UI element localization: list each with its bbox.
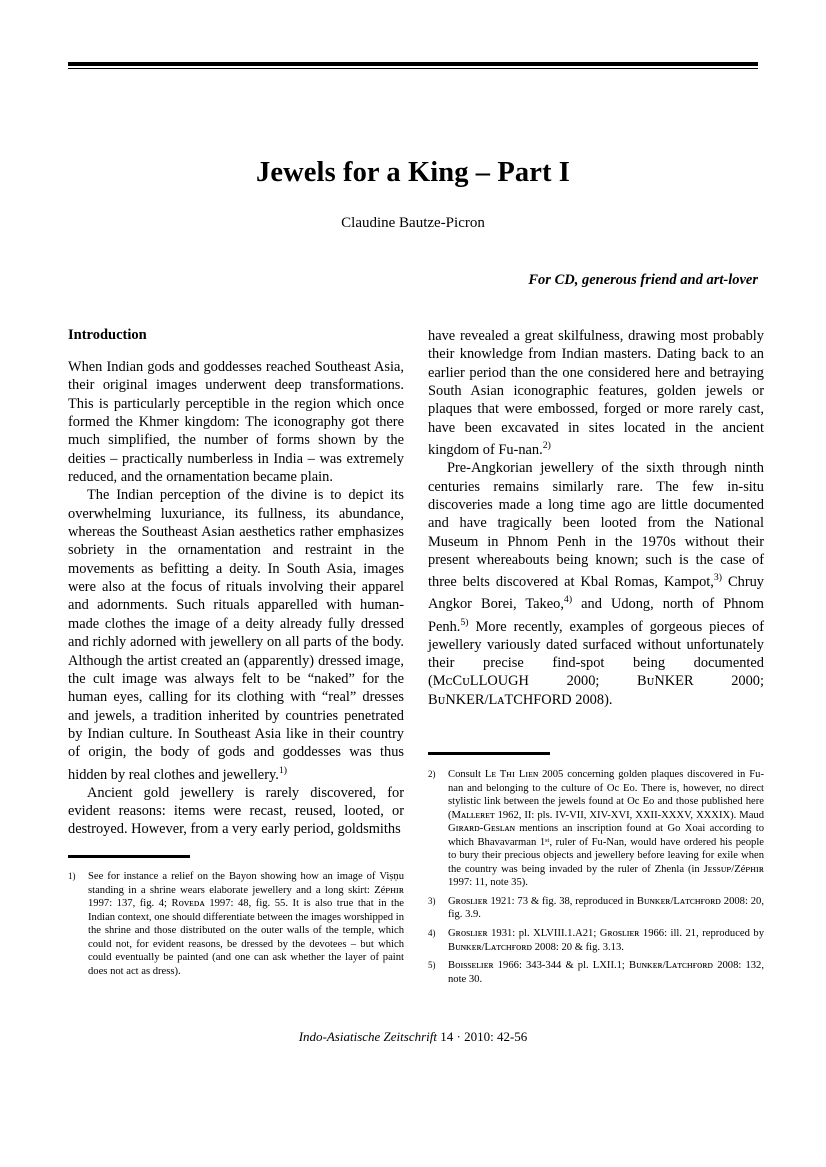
header-double-rule bbox=[68, 62, 758, 69]
footnote-ref-3[interactable]: 3) bbox=[713, 572, 723, 584]
footnote-ref-4[interactable]: 4) bbox=[563, 594, 573, 606]
footnote-text-1: See for instance a relief on the Bayon showing how an image of Viṣṇu standing in a shrine wears elaborate jewellery and a long skirt: Zéᴘʜɪʀ 1997: 137, fig. 4; Rᴏᴠᴇᴅᴀ 1997: 48, fig. 55. It is also true that in the Indian context, one should differentiate between the images worshipped in the shrine and those distributed on the outer walls of the temple, which could not, for evident reasons, be dressed by the devotees – but which could eventually be painted (and one can ask whether the layer of paint does not act as dress). bbox=[88, 871, 404, 977]
footnote-text-5: Bᴏɪssᴇʟɪᴇʀ 1966: 343-344 & pl. LXII.1; Bᴜɴᴋᴇʀ/Lᴀᴛᴄʜғᴏʀᴅ 2008: 132, note 30. bbox=[448, 960, 764, 985]
paragraph-right-2 bbox=[428, 459, 764, 709]
footnote-text-3: Gʀᴏsʟɪᴇʀ 1921: 73 & fig. 38, reproduced in Bᴜɴᴋᴇʀ/Lᴀᴛᴄʜғᴏʀᴅ 2008: 20, fig. 3.9. bbox=[448, 895, 764, 921]
footnote-item bbox=[428, 959, 764, 986]
paragraph-right-2-part-a: Pre-Angkorian jewellery of the sixth through ninth centuries remains similarly rare. The few in-situ discoveries made a long time ago are little documented and have tragically been looted from the National Museum in Phnom Penh in the 1970s without their present whereabouts being known; such is the case of three belts discovered at Kbal Romas, Kampot, bbox=[428, 460, 764, 591]
footnote-item bbox=[428, 895, 764, 922]
footnote-ref-2[interactable]: 2) bbox=[542, 440, 551, 452]
paragraph-right-2-part-b: Chruy Angkor Borei, Takeo, bbox=[428, 574, 764, 613]
footnote-item bbox=[428, 768, 764, 890]
footnote-separator-left bbox=[68, 855, 190, 858]
page-title: Jewels for a King – Part I bbox=[256, 157, 570, 189]
footnote-number-2: 2) bbox=[428, 769, 436, 779]
footnote-ref-5[interactable]: 5) bbox=[460, 616, 469, 628]
footnote-item bbox=[68, 870, 404, 978]
footnote-number-1: 1) bbox=[68, 871, 76, 881]
footnote-text-2: Consult Lᴇ Tʜɪ Lɪᴇɴ 2005 concerning golden plaques discovered in Fu-nan and belonging to the culture of Oc Eo. There is, however, no direct stylistic link between the jewels found at Oc Eo and those published here (Mᴀʟʟᴇʀᴇᴛ 1962, II: pls. IV-VII, XIV-XVI, XXII-XXXV, XXXIX). Maud Gɪʀᴀʀᴅ-Gᴇsʟᴀɴ mentions an inscription found at Go Xoai according to which Bhavavarman 1ˢᵗ, ruler of Fu-Nan, would have ordered his people to bury their precious objects and jewellery before leaving for exile when the country was being invaded by the ruler of Zhenla (in Jᴇssᴜᴘ/Zéᴘʜɪʀ 1997: 11, note 35). bbox=[448, 769, 764, 889]
paragraph-right-1 bbox=[428, 327, 764, 459]
footnote-separator-right bbox=[428, 752, 550, 755]
footnote-number-4: 4) bbox=[428, 928, 436, 939]
journal-citation: 14 · 2010: 42-56 bbox=[440, 1029, 528, 1044]
footnote-text-4: Gʀᴏsʟɪᴇʀ 1931: pl. XLVIII.1.A21; Gʀᴏsʟɪᴇʀ 1966: ill. 21, reproduced by Bᴜɴᴋᴇʀ/Lᴀᴛᴄʜғᴏʀᴅ 2008: 20 & fig. 3.13. bbox=[448, 928, 764, 953]
paragraph-left-2-text: The Indian perception of the divine is to depict its overwhelming luxuriance, its fullness, its abundance, whereas the Southeast Asian aesthetics rather emphasizes sobriety in the ornamentation and restraint in the movements as befitting a deity. In South Asia, images were also at the focus of rituals involving their apparel and adornments. Such rituals apparelled with human-made clothes the image of a deity already fully dressed and richly adorned with jewellery on all parts of the body. Although the artist created an (apparently) dressed image, the cult image was always felt to be “naked” for the human eyes, calling for its clothing with “real” dresses and jewels, a tradition inherited by countries penetrated by Indian culture. In Southeast Asia like in their country of origin, the body of gods and goddesses was thus hidden by real clothes and jewellery. bbox=[68, 487, 404, 783]
paragraph-right-1-text: have revealed a great skilfulness, drawing most probably their knowledge from Indian masters. Dating back to an earlier period than the one considered here and betraying South Asian iconographic features, golden jewels or plaques that were embossed, forged or more rarely cast, have been excavated in sites located in the ancient kingdom of Fu-nan. bbox=[428, 328, 764, 458]
body-column-left bbox=[68, 327, 404, 839]
footnote-ref-1[interactable]: 1) bbox=[278, 764, 288, 776]
paragraph-right-2-part-c: and Udong, north of Phnom Penh. bbox=[428, 596, 764, 635]
body-column-right bbox=[428, 327, 764, 709]
footnote-item bbox=[428, 927, 764, 954]
page-footer bbox=[0, 1029, 826, 1045]
footnote-block-left bbox=[68, 855, 404, 978]
paragraph-left-2 bbox=[68, 486, 404, 783]
dedication-line: For CD, generous friend and art-lover bbox=[528, 272, 758, 288]
footnote-number-3: 3) bbox=[428, 895, 436, 906]
journal-name: Indo-Asiatische Zeitschrift bbox=[298, 1029, 437, 1044]
footnote-number-5: 5) bbox=[428, 960, 436, 971]
paragraph-left-3: Ancient gold jewellery is rarely discovered, for evident reasons: items were recast, reused, looted, or destroyed. However, from a very early period, goldsmiths bbox=[68, 784, 404, 838]
section-heading-introduction: Introduction bbox=[68, 327, 147, 343]
paragraph-right-2-part-d: More recently, examples of gorgeous pieces of jewellery variously dated surfaced without unfortunately their precise find-spot being documented (MᴄCᴜLLOUGH 2000; BᴜNKER 2000; BᴜNKER/LᴀTCHFORD 2008). bbox=[428, 618, 764, 708]
paragraph-left-1: When Indian gods and goddesses reached Southeast Asia, their original images underwent deep transformations. This is particularly perceptible in the region which once formed the Khmer kingdom: The iconography got there much simplified, the number of forms shown by the deities – practically numberless in India – was extremely reduced, and the ornamentation became plain. bbox=[68, 359, 404, 486]
author-name: Claudine Bautze-Picron bbox=[341, 215, 485, 231]
footnote-block-right bbox=[428, 752, 764, 986]
